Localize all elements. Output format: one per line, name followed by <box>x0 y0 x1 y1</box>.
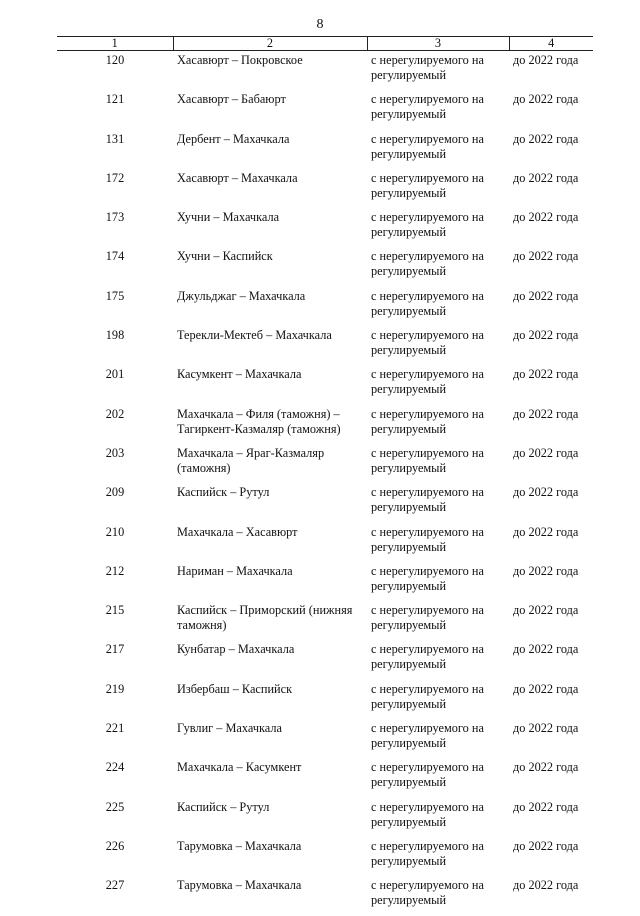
regulation-change: с нерегулируемого на регулируемый <box>371 288 484 318</box>
routes-table <box>57 36 593 916</box>
table-row <box>57 326 593 365</box>
deadline: до 2022 года <box>513 524 579 539</box>
deadline: до 2022 года <box>513 838 579 853</box>
deadline: до 2022 года <box>513 760 579 775</box>
regulation-change: с нерегулируемого на регулируемый <box>371 485 484 515</box>
table-row <box>57 365 593 404</box>
column-header-4: 4 <box>509 37 593 51</box>
route-number: 202 <box>105 406 125 421</box>
column-header-3: 3 <box>367 37 509 51</box>
route-name: Махачкала – Касумкент <box>177 760 302 775</box>
deadline: до 2022 года <box>513 799 579 814</box>
table-row <box>57 130 593 169</box>
deadline: до 2022 года <box>513 445 579 460</box>
table-row <box>57 483 593 522</box>
regulation-change: с нерегулируемого на регулируемый <box>371 170 484 200</box>
table-row <box>57 51 593 91</box>
deadline: до 2022 года <box>513 288 579 303</box>
regulation-change: с нерегулируемого на регулируемый <box>371 406 484 436</box>
deadline: до 2022 года <box>513 642 579 657</box>
route-number: 225 <box>105 799 125 814</box>
route-name: Хасавюрт – Покровское <box>177 53 303 67</box>
table-row <box>57 562 593 601</box>
regulation-change: с нерегулируемого на регулируемый <box>371 53 484 82</box>
route-name: Терекли-Мектеб – Махачкала <box>177 328 332 343</box>
regulation-change: с нерегулируемого на регулируемый <box>371 328 484 358</box>
route-name: Хучни – Махачкала <box>177 210 280 225</box>
route-number: 221 <box>105 721 125 736</box>
column-header-1: 1 <box>57 37 173 51</box>
regulation-change: с нерегулируемого на регулируемый <box>371 878 484 908</box>
route-name: Каспийск – Рутул <box>177 485 270 500</box>
deadline: до 2022 года <box>513 53 579 67</box>
deadline: до 2022 года <box>513 721 579 736</box>
table-row <box>57 169 593 208</box>
route-number: 172 <box>105 170 125 185</box>
regulation-change: с нерегулируемого на регулируемый <box>371 524 484 554</box>
route-name: Хасавюрт – Бабаюрт <box>177 92 286 107</box>
table-row <box>57 719 593 758</box>
route-number: 203 <box>105 445 125 460</box>
route-number: 217 <box>105 642 125 657</box>
table-body <box>57 51 593 916</box>
deadline: до 2022 года <box>513 92 579 107</box>
route-name: Тарумовка – Махачкала <box>177 878 302 893</box>
deadline: до 2022 года <box>513 603 579 618</box>
deadline: до 2022 года <box>513 367 579 382</box>
route-number: 226 <box>105 838 125 853</box>
regulation-change: с нерегулируемого на регулируемый <box>371 642 484 672</box>
route-name: Махачкала – Хасавюрт <box>177 524 298 539</box>
route-name: Дербент – Махачкала <box>177 131 290 146</box>
regulation-change: с нерегулируемого на регулируемый <box>371 445 484 475</box>
deadline: до 2022 года <box>513 210 579 225</box>
table-row <box>57 640 593 679</box>
route-number: 212 <box>105 563 125 578</box>
route-number: 131 <box>105 131 125 146</box>
route-number: 224 <box>105 760 125 775</box>
route-name: Каспийск – Рутул <box>177 799 270 814</box>
route-number: 210 <box>105 524 125 539</box>
deadline: до 2022 года <box>513 563 579 578</box>
deadline: до 2022 года <box>513 131 579 146</box>
regulation-change: с нерегулируемого на регулируемый <box>371 721 484 751</box>
page-number: 8 <box>316 17 324 32</box>
table-row <box>57 287 593 326</box>
route-number: 120 <box>105 53 125 67</box>
route-number: 215 <box>105 603 125 618</box>
column-header-2: 2 <box>173 37 367 51</box>
regulation-change: с нерегулируемого на регулируемый <box>371 131 484 161</box>
route-name: Хучни – Каспийск <box>177 249 273 264</box>
regulation-change: с нерегулируемого на регулируемый <box>371 760 484 790</box>
deadline: до 2022 года <box>513 681 579 696</box>
route-name: Каспийск – Приморский (нижняя таможня) <box>177 603 353 633</box>
route-number: 121 <box>105 92 125 107</box>
route-name: Джульджаг – Махачкала <box>177 288 306 303</box>
route-number: 175 <box>105 288 125 303</box>
regulation-change: с нерегулируемого на регулируемый <box>371 249 484 279</box>
route-number: 227 <box>105 878 125 893</box>
route-name: Махачкала – Филя (таможня) – Тагиркент-Казмаляр (таможня) <box>177 406 341 436</box>
table-row <box>57 523 593 562</box>
table-row <box>57 90 593 129</box>
route-name: Нариман – Махачкала <box>177 563 293 578</box>
regulation-change: с нерегулируемого на регулируемый <box>371 603 484 633</box>
table-row <box>57 601 593 640</box>
regulation-change: с нерегулируемого на регулируемый <box>371 838 484 868</box>
route-name: Кунбатар – Махачкала <box>177 642 295 657</box>
deadline: до 2022 года <box>513 170 579 185</box>
table-row <box>57 247 593 286</box>
route-name: Махачкала – Яраг-Казмаляр (таможня) <box>177 445 325 475</box>
regulation-change: с нерегулируемого на регулируемый <box>371 367 484 397</box>
deadline: до 2022 года <box>513 328 579 343</box>
deadline: до 2022 года <box>513 485 579 500</box>
route-number: 219 <box>105 681 125 696</box>
route-name: Избербаш – Каспийск <box>177 681 293 696</box>
regulation-change: с нерегулируемого на регулируемый <box>371 563 484 593</box>
route-number: 209 <box>105 485 125 500</box>
regulation-change: с нерегулируемого на регулируемый <box>371 210 484 240</box>
table-row <box>57 837 593 876</box>
route-name: Гувлиг – Махачкала <box>177 721 282 736</box>
route-number: 174 <box>105 249 125 264</box>
table-row <box>57 876 593 915</box>
regulation-change: с нерегулируемого на регулируемый <box>371 92 484 122</box>
deadline: до 2022 года <box>513 878 579 893</box>
route-number: 173 <box>105 210 125 225</box>
table-row <box>57 208 593 247</box>
table-row <box>57 405 593 444</box>
table-header <box>57 37 593 51</box>
route-name: Касумкент – Махачкала <box>177 367 302 382</box>
regulation-change: с нерегулируемого на регулируемый <box>371 681 484 711</box>
regulation-change: с нерегулируемого на регулируемый <box>371 799 484 829</box>
table-row <box>57 444 593 483</box>
deadline: до 2022 года <box>513 249 579 264</box>
route-name: Тарумовка – Махачкала <box>177 838 302 853</box>
table-row <box>57 798 593 837</box>
route-number: 201 <box>105 367 125 382</box>
deadline: до 2022 года <box>513 406 579 421</box>
table-row <box>57 680 593 719</box>
table-row <box>57 758 593 797</box>
route-name: Хасавюрт – Махачкала <box>177 170 298 185</box>
route-number: 198 <box>105 328 125 343</box>
